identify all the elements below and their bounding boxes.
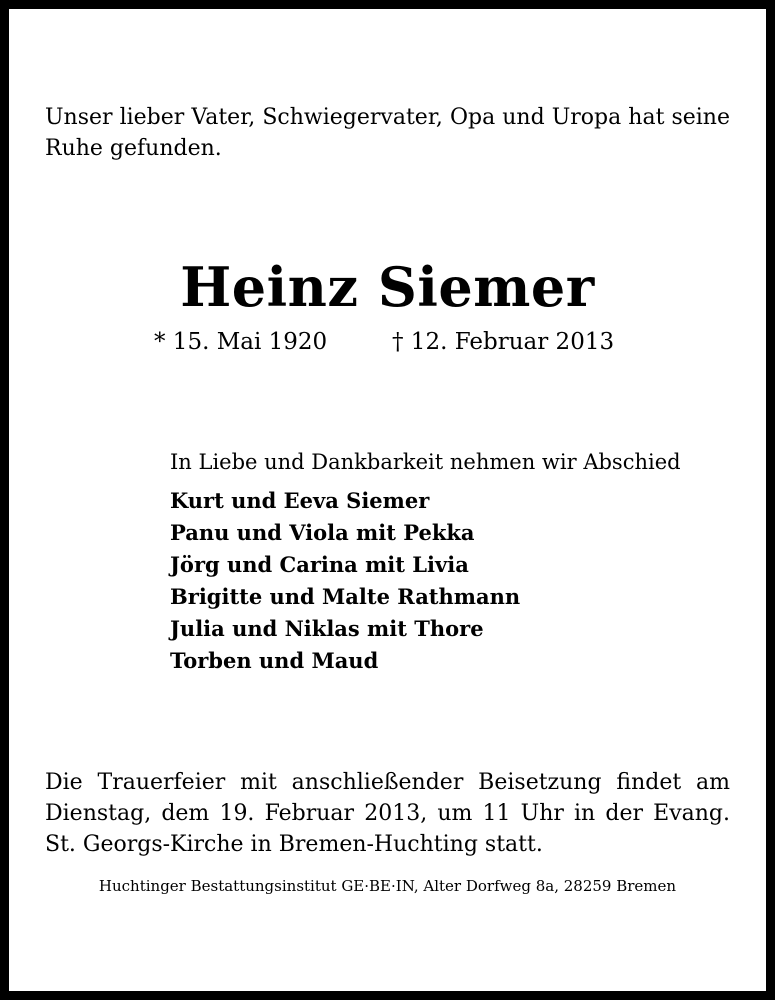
family-member: Panu und Viola mit Pekka — [170, 520, 475, 545]
death-date: † 12. Februar 2013 — [392, 329, 615, 355]
family-member: Torben und Maud — [170, 648, 379, 673]
family-member: Brigitte und Malte Rathmann — [170, 584, 521, 609]
intro-text: Unser lieber Vater, Schwiegervater, Opa und Uropa hat seine Ruhe gefunden. — [45, 105, 730, 161]
family-member: Kurt und Eeva Siemer — [170, 488, 430, 513]
family-list — [170, 485, 520, 677]
service-info: Die Trauerfeier mit anschließender Beisetzung findet am Dienstag, dem 19. Februar 2013, um 11 Uhr in der Evang. St. Georgs-Kirche in Bremen-Huchting statt. — [45, 770, 730, 857]
deceased-name: Heinz Siemer — [180, 255, 595, 319]
family-member: Jörg und Carina mit Livia — [170, 552, 469, 577]
farewell-line: In Liebe und Dankbarkeit nehmen wir Abschied — [170, 450, 681, 474]
birth-date: * 15. Mai 1920 — [154, 329, 328, 355]
funeral-home-footer: Huchtinger Bestattungsinstitut GE·BE·IN, Alter Dorfweg 8a, 28259 Bremen — [98, 877, 677, 895]
family-member: Julia und Niklas mit Thore — [170, 616, 484, 641]
